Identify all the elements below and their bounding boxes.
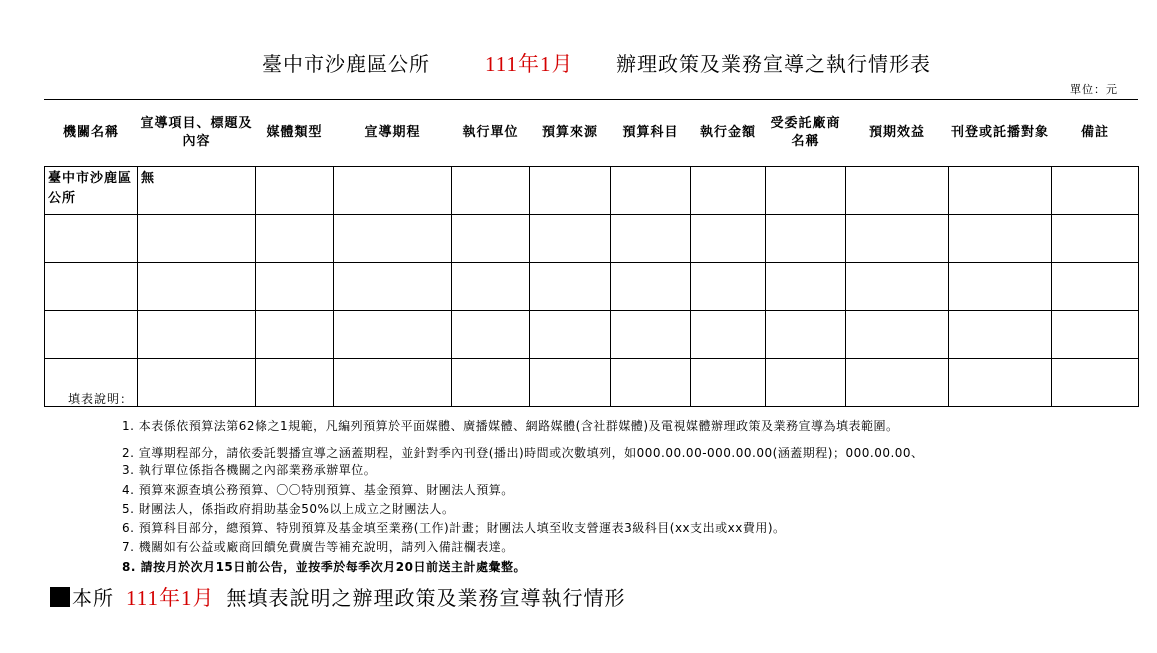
table-row bbox=[45, 263, 1139, 311]
table-cell bbox=[334, 359, 452, 407]
table-cell bbox=[256, 311, 334, 359]
report-table bbox=[44, 100, 1139, 407]
table-header-row bbox=[45, 100, 1139, 167]
table-row bbox=[45, 215, 1139, 263]
unit-label: 單位：元 bbox=[1070, 83, 1118, 96]
table-cell bbox=[846, 359, 949, 407]
table-cell bbox=[530, 311, 611, 359]
black-square-icon bbox=[50, 587, 70, 607]
note-item: 5. 財團法人，係指政府捐助基金50%以上成立之財團法人。 bbox=[122, 502, 455, 516]
footer-text: 無填表說明之辦理政策及業務宣導執行情形 bbox=[226, 586, 626, 610]
column-header: 執行單位 bbox=[462, 125, 519, 140]
table-cell bbox=[1052, 359, 1139, 407]
column-header: 預算科目 bbox=[622, 125, 679, 140]
table-cell bbox=[949, 263, 1052, 311]
title-period: 111年1月 bbox=[485, 52, 574, 76]
column-header: 受委託廠商名稱 bbox=[770, 116, 841, 149]
table-cell bbox=[949, 311, 1052, 359]
table-cell: 無 bbox=[138, 167, 256, 215]
notes-heading: 填表說明： bbox=[68, 392, 134, 406]
footer-period: 111年1月 bbox=[126, 586, 215, 610]
title-office: 臺中市沙鹿區公所 bbox=[262, 52, 430, 76]
table-cell bbox=[530, 263, 611, 311]
table-cell bbox=[138, 215, 256, 263]
table-cell bbox=[1052, 263, 1139, 311]
table-cell bbox=[846, 167, 949, 215]
table-cell bbox=[256, 263, 334, 311]
table-row bbox=[45, 359, 1139, 407]
table-cell bbox=[846, 215, 949, 263]
table-cell bbox=[452, 311, 530, 359]
document-title bbox=[0, 46, 1157, 76]
footer-statement bbox=[50, 582, 625, 612]
table-cell bbox=[45, 215, 138, 263]
table-cell: 臺中市沙鹿區公所 bbox=[45, 167, 138, 215]
table-cell bbox=[691, 311, 766, 359]
title-name: 辦理政策及業務宣導之執行情形表 bbox=[616, 52, 931, 76]
table-cell bbox=[949, 167, 1052, 215]
note-item: 6. 預算科目部分，總預算、特別預算及基金填至業務(工作)計畫；財團法人填至收支營運表3級科目(xx支出或xx費用)。 bbox=[122, 521, 786, 535]
table-cell bbox=[45, 263, 138, 311]
table-cell bbox=[766, 167, 846, 215]
table-cell bbox=[334, 263, 452, 311]
note-item: 1. 本表係依預算法第62條之1規範，凡編列預算於平面媒體、廣播媒體、網路媒體(含社群媒體)及電視媒體辦理政策及業務宣導為填表範圍。 bbox=[122, 419, 899, 433]
table-cell bbox=[691, 263, 766, 311]
footer-prefix: 本所 bbox=[72, 586, 114, 610]
note-item: 2. 宣導期程部分，請依委託製播宣導之涵蓋期程，並針對季內刊登(播出)時間或次數填列，如000.00.00-000.00.00(涵蓋期程)；000.00.00、 bbox=[122, 446, 924, 460]
table-cell bbox=[256, 215, 334, 263]
table-cell bbox=[766, 215, 846, 263]
table-cell bbox=[256, 359, 334, 407]
table-cell bbox=[138, 311, 256, 359]
table-cell bbox=[766, 311, 846, 359]
table-cell bbox=[530, 359, 611, 407]
note-item: 8. 請按月於次月15日前公告，並按季於每季次月20日前送主計處彙整。 bbox=[122, 560, 526, 574]
table-cell bbox=[334, 311, 452, 359]
table-cell bbox=[949, 359, 1052, 407]
table-cell bbox=[452, 263, 530, 311]
table-cell bbox=[138, 359, 256, 407]
table-cell bbox=[611, 311, 691, 359]
table-cell bbox=[691, 167, 766, 215]
table-cell bbox=[766, 359, 846, 407]
column-header: 機關名稱 bbox=[62, 125, 119, 140]
column-header: 刊登或託播對象 bbox=[950, 125, 1049, 140]
table-cell bbox=[530, 215, 611, 263]
table-cell bbox=[452, 359, 530, 407]
table-cell bbox=[766, 263, 846, 311]
table-cell bbox=[138, 263, 256, 311]
table-cell bbox=[611, 215, 691, 263]
table-cell bbox=[452, 215, 530, 263]
table-cell bbox=[334, 215, 452, 263]
table-cell bbox=[611, 359, 691, 407]
table-cell bbox=[1052, 215, 1139, 263]
table-cell bbox=[256, 167, 334, 215]
table-cell bbox=[691, 359, 766, 407]
table-cell bbox=[846, 311, 949, 359]
column-header: 宣導項目、標題及內容 bbox=[140, 116, 253, 149]
table-row bbox=[45, 311, 1139, 359]
note-item: 4. 預算來源查填公務預算、〇〇特別預算、基金預算、財團法人預算。 bbox=[122, 483, 514, 497]
column-header: 預期效益 bbox=[868, 125, 925, 140]
table-row bbox=[45, 167, 1139, 215]
table-cell bbox=[949, 215, 1052, 263]
column-header: 預算來源 bbox=[541, 125, 598, 140]
column-header: 執行金額 bbox=[699, 125, 756, 140]
note-item: 3. 執行單位係指各機關之內部業務承辦單位。 bbox=[122, 463, 377, 477]
table-cell bbox=[452, 167, 530, 215]
table-cell bbox=[334, 167, 452, 215]
column-header: 宣導期程 bbox=[364, 125, 421, 140]
table-cell bbox=[1052, 167, 1139, 215]
table-cell bbox=[1052, 311, 1139, 359]
column-header: 備註 bbox=[1080, 125, 1109, 140]
note-item: 7. 機關如有公益或廠商回饋免費廣告等補充說明，請列入備註欄表達。 bbox=[122, 540, 514, 554]
table-cell bbox=[530, 167, 611, 215]
table-body bbox=[45, 167, 1139, 407]
table-cell bbox=[846, 263, 949, 311]
table-cell bbox=[691, 215, 766, 263]
table-cell bbox=[611, 263, 691, 311]
table-cell bbox=[45, 311, 138, 359]
column-header: 媒體類型 bbox=[266, 125, 323, 140]
table-cell bbox=[611, 167, 691, 215]
